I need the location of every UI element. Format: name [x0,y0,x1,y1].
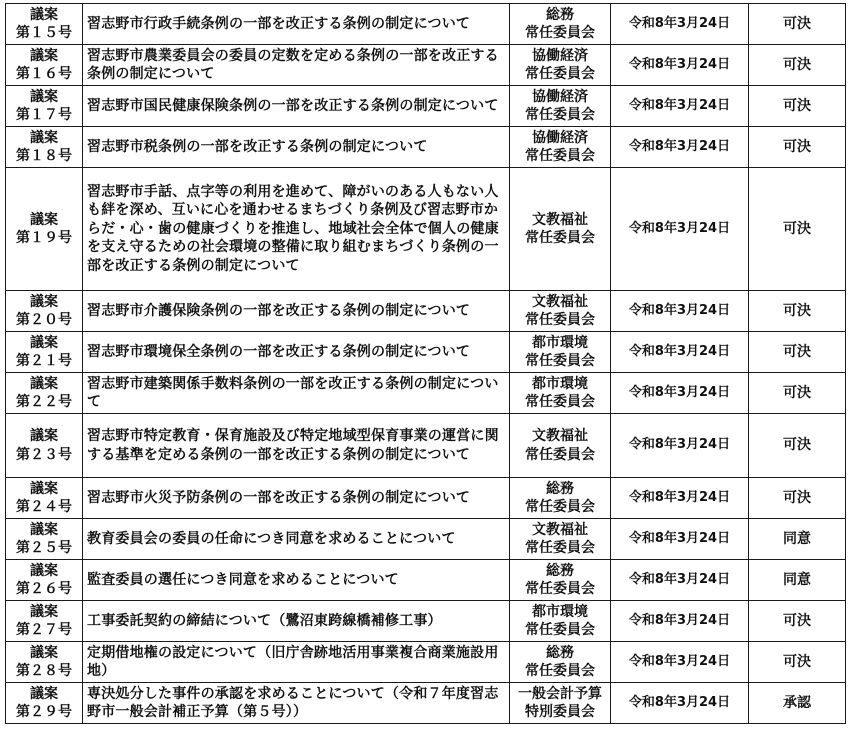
vote-date: 令和8年3月24日 [611,478,749,519]
committee-name: 都市環境 [532,603,588,620]
bill-number: 第１８号 [16,148,72,164]
bill-label: 議案 [30,334,58,351]
bill-title: 習志野市税条例の一部を改正する条例の制定について [83,127,510,168]
bill-number-cell [6,601,83,642]
committee-type: 常任委員会 [525,353,595,369]
vote-date: 令和8年3月24日 [611,560,749,601]
table-row [6,642,846,683]
committee-type: 常任委員会 [525,499,595,515]
table-row [6,86,846,127]
vote-result: 可決 [749,4,846,45]
vote-result: 可決 [749,478,846,519]
bill-number: 第２５号 [16,540,72,556]
bill-number-cell [6,127,83,168]
bill-label: 議案 [30,375,58,392]
vote-result: 可決 [749,414,846,478]
vote-date: 令和8年3月24日 [611,86,749,127]
bill-label: 議案 [30,562,58,579]
bill-number-cell [6,45,83,86]
committee-name: 文教福祉 [532,293,588,310]
committee-name: 都市環境 [532,334,588,351]
committee-type: 常任委員会 [525,394,595,410]
vote-date: 令和8年3月24日 [611,127,749,168]
committee-type: 常任委員会 [525,25,595,41]
table-row [6,332,846,373]
vote-result: 可決 [749,291,846,332]
vote-result: 可決 [749,86,846,127]
vote-date: 令和8年3月24日 [611,683,749,724]
vote-date: 令和8年3月24日 [611,332,749,373]
bill-number: 第２８号 [16,663,72,679]
committee-cell [510,168,611,291]
committee-name: 文教福祉 [532,428,588,444]
bill-number: 第１９号 [16,230,72,246]
bill-number-cell [6,683,83,724]
committee-type: 常任委員会 [525,446,595,463]
table-row [6,414,846,478]
bill-number-cell [6,642,83,683]
bill-number-cell [6,4,83,45]
bill-number-cell [6,86,83,127]
bill-label: 議案 [30,6,58,23]
committee-cell [510,127,611,168]
committee-name: 都市環境 [532,375,588,392]
vote-date: 令和8年3月24日 [611,45,749,86]
bill-number: 第２４号 [16,499,72,515]
committee-cell [510,601,611,642]
vote-date: 令和8年3月24日 [611,291,749,332]
bills-table-body [6,4,846,724]
table-row [6,45,846,86]
bill-number: 第１７号 [16,107,72,123]
committee-type: 常任委員会 [525,230,595,246]
bill-title: 習志野市国民健康保険条例の一部を改正する条例の制定について [83,86,510,127]
vote-result: 可決 [749,373,846,414]
bill-title: 習志野市建築関係手数料条例の一部を改正する条例の制定について [83,373,510,414]
committee-cell [510,414,611,478]
vote-result: 可決 [749,168,846,291]
bill-title: 教育委員会の委員の任命につき同意を求めることについて [83,519,510,560]
vote-result: 可決 [749,332,846,373]
committee-cell [510,4,611,45]
bill-number-cell [6,478,83,519]
bill-number: 第２０号 [16,312,72,328]
bill-title: 監査委員の選任につき同意を求めることについて [83,560,510,601]
committee-cell [510,642,611,683]
bill-title: 習志野市火災予防条例の一部を改正する条例の制定について [83,478,510,519]
bill-label: 議案 [30,47,58,64]
vote-result: 同意 [749,519,846,560]
committee-cell [510,560,611,601]
committee-type: 常任委員会 [525,540,595,556]
committee-cell [510,519,611,560]
vote-date: 令和8年3月24日 [611,168,749,291]
committee-name: 文教福祉 [532,521,588,538]
committee-type: 常任委員会 [525,581,595,597]
vote-result: 可決 [749,45,846,86]
committee-type: 常任委員会 [525,622,595,638]
bill-number: 第２７号 [16,622,72,638]
committee-name: 総務 [546,644,574,661]
bill-number: 第２２号 [16,394,72,410]
committee-name: 総務 [546,6,574,23]
bill-number: 第２３号 [16,446,72,463]
bill-number-cell [6,560,83,601]
table-row [6,560,846,601]
bill-title: 習志野市特定教育・保育施設及び特定地域型保育事業の運営に関する基準を定める条例の一部を改正する条例の制定について [83,414,510,478]
table-row [6,601,846,642]
committee-type: 常任委員会 [525,148,595,164]
vote-result: 同意 [749,560,846,601]
table-row [6,373,846,414]
bill-label: 議案 [30,603,58,620]
vote-date: 令和8年3月24日 [611,642,749,683]
vote-result: 承認 [749,683,846,724]
committee-name: 協働経済 [532,47,588,64]
committee-type: 常任委員会 [525,312,595,328]
bill-label: 議案 [30,293,58,310]
vote-result: 可決 [749,642,846,683]
bill-label: 議案 [30,428,58,444]
committee-cell [510,373,611,414]
bill-title: 習志野市農業委員会の委員の定数を定める条例の一部を改正する条例の制定について [83,45,510,86]
table-row [6,683,846,724]
table-row [6,478,846,519]
bill-number-cell [6,332,83,373]
bill-title: 定期借地権の設定について（旧庁舎跡地活用事業複合商業施設用地） [83,642,510,683]
vote-result: 可決 [749,127,846,168]
table-row [6,127,846,168]
table-row [6,519,846,560]
bills-table [5,3,846,724]
committee-cell [510,45,611,86]
committee-type: 常任委員会 [525,663,595,679]
bill-title: 習志野市手話、点字等の利用を進めて、障がいのある人もない人も絆を深め、互いに心を通わせるまちづくり条例及び習志野市からだ・心・歯の健康づくりを推進し、地域社会全体で個人の健康を支え守るための社会環境の整備に取り組むまちづくり条例の一部を改正する条例の制定について [83,168,510,291]
committee-name: 総務 [546,480,574,497]
committee-name: 総務 [546,562,574,579]
bill-number: 第２９号 [16,704,72,720]
committee-cell [510,478,611,519]
bill-number-cell [6,414,83,478]
table-row [6,4,846,45]
committee-name: 協働経済 [532,129,588,146]
table-row [6,291,846,332]
committee-cell [510,683,611,724]
bill-label: 議案 [30,685,58,702]
vote-date: 令和8年3月24日 [611,519,749,560]
vote-date: 令和8年3月24日 [611,4,749,45]
bill-label: 議案 [30,480,58,497]
bill-number: 第２６号 [16,581,72,597]
committee-cell [510,291,611,332]
vote-date: 令和8年3月24日 [611,414,749,478]
committee-name: 一般会計予算 [518,685,602,702]
bill-number: 第１５号 [16,25,72,41]
bill-label: 議案 [30,211,58,228]
committee-type: 常任委員会 [525,66,595,82]
bill-title: 習志野市行政手続条例の一部を改正する条例の制定について [83,4,510,45]
table-row [6,168,846,291]
bill-number-cell [6,373,83,414]
committee-cell [510,86,611,127]
bill-title: 習志野市環境保全条例の一部を改正する条例の制定について [83,332,510,373]
vote-date: 令和8年3月24日 [611,373,749,414]
bill-label: 議案 [30,644,58,661]
bill-number: 第１６号 [16,66,72,82]
committee-type: 常任委員会 [525,107,595,123]
bill-label: 議案 [30,129,58,146]
bill-number-cell [6,168,83,291]
committee-type: 特別委員会 [525,704,595,720]
vote-result: 可決 [749,601,846,642]
committee-name: 文教福祉 [532,211,588,228]
vote-date: 令和8年3月24日 [611,601,749,642]
bill-label: 議案 [30,88,58,105]
bill-title: 習志野市介護保険条例の一部を改正する条例の制定について [83,291,510,332]
bill-label: 議案 [30,521,58,538]
bill-number-cell [6,519,83,560]
bill-number-cell [6,291,83,332]
bill-title: 専決処分した事件の承認を求めることについて（令和７年度習志野市一般会計補正予算（第５号）） [83,683,510,724]
bill-number: 第２１号 [16,353,72,369]
bill-title: 工事委託契約の締結について（鷺沼東跨線橋補修工事） [83,601,510,642]
committee-cell [510,332,611,373]
committee-name: 協働経済 [532,88,588,105]
